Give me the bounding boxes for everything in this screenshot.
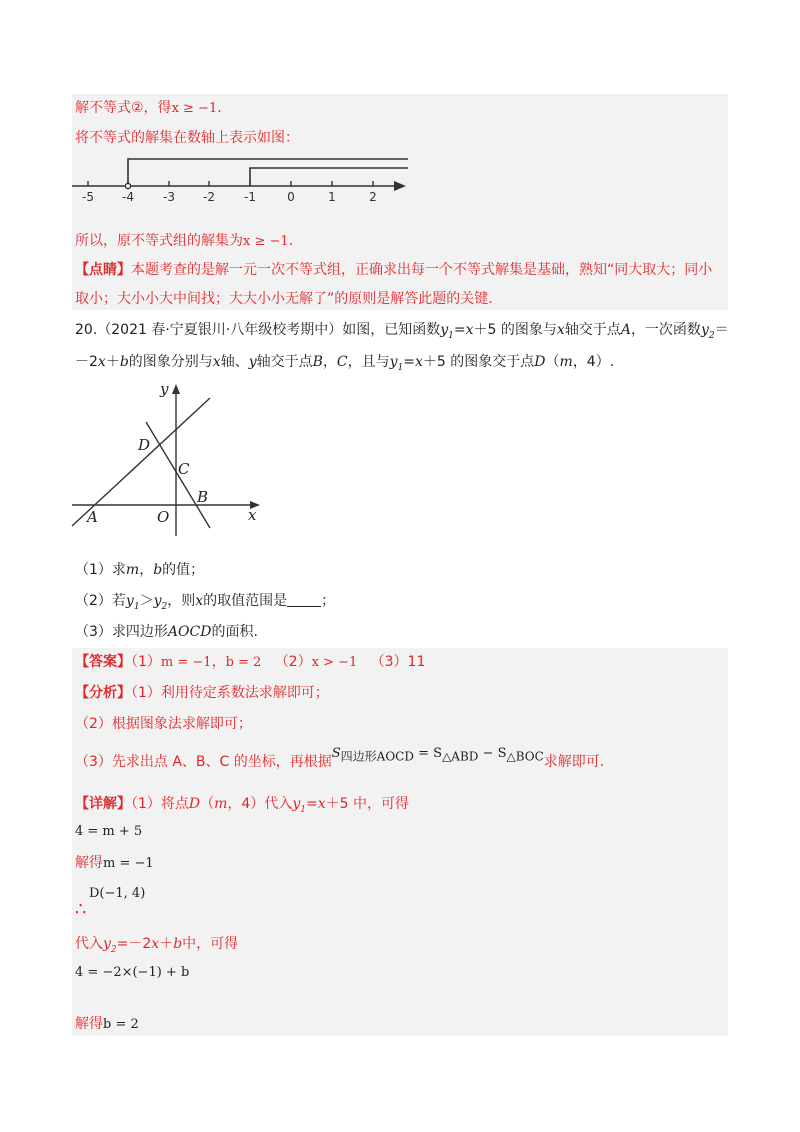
number-line-figure — [72, 152, 412, 204]
sol19-comment-line2: 取小；大小小大中间找；大大小小无解了”的原则是解答此题的关键. — [75, 291, 493, 307]
point-D-line: D(−1, 4) — [89, 886, 146, 901]
label-x: x — [248, 506, 257, 524]
tick-label: 2 — [369, 190, 377, 204]
tick-label: -2 — [203, 190, 215, 204]
analysis-line2: （2）根据图象法求解即可； — [75, 716, 252, 732]
y-axis-arrow — [172, 384, 180, 394]
tick-label: 0 — [287, 190, 295, 204]
label-D: D — [138, 436, 151, 454]
sol19-line3: 所以，原不等式组的解集为x ≥ −1. — [75, 233, 294, 249]
area-formula: $S_{四边形AOCD} = S_{\triangle ABD} - S_{\triangle BOC}$ — [331, 746, 544, 764]
therefore-symbol: ∴ — [75, 899, 87, 920]
label-C: C — [178, 460, 190, 478]
analysis-line1: 【分析】（1）利用待定系数法求解即可； — [75, 685, 329, 701]
label-B: B — [197, 488, 209, 506]
tick-label: -3 — [163, 190, 175, 204]
sol19-line2: 将不等式的解集在数轴上表示如图： — [75, 130, 299, 146]
tick-label: 1 — [328, 190, 336, 204]
solve2-line: 解得b = 2 — [75, 1016, 139, 1032]
question1: （1）求m，b的值； — [75, 562, 205, 578]
tick-label: -1 — [244, 190, 256, 204]
open-point-minus4 — [125, 183, 130, 188]
label-O: O — [157, 508, 170, 526]
detail-line1: 【详解】（1）将点D（m，4）代入$y_1=x+5$ 中，可得 — [75, 796, 410, 815]
coordinate-figure — [68, 378, 268, 538]
tick-label: -5 — [82, 190, 94, 204]
equation1: 4 = m + 5 — [75, 824, 143, 839]
equation2: 4 = −2×(−1) + b — [75, 965, 190, 980]
problem20-line2: －2x＋b的图象分别与x轴、y轴交于点B，C，且与$y_1=x+5$ 的图象交于点D（m，4）. — [75, 354, 615, 373]
sol19-line1: 解不等式②，得x ≥ −1. — [75, 100, 222, 116]
analysis-line3: （3）先求出点 A、B、C 的坐标，再根据$S_{四边形AOCD} = S_{\triangle ABD} - S_{\triangle BOC}$求解即可. — [75, 746, 605, 770]
solve1-line: 解得m = −1 — [75, 855, 154, 871]
label-y: y — [160, 380, 169, 398]
answer-tag: 【答案】 — [75, 654, 131, 670]
substitute2-line: 代入$y_2=-2x+b$中，可得 — [75, 936, 239, 955]
answer-blank — [287, 594, 321, 607]
question2: （2）若$y_1>y_2$，则x的取值范围是 ； — [75, 593, 336, 612]
label-A: A — [87, 508, 98, 526]
problem20-line1: 20.（2021 春·宁夏银川·八年级校考期中）如图，已知函数$y_1=x+5$ 的图象与x轴交于点A，一次函数$y_2=$ — [75, 322, 729, 341]
analysis-tag: 【分析】 — [75, 685, 131, 701]
sol19-comment-line1: 【点睛】本题考查的是解一元一次不等式组，正确求出每一个不等式解集是基础，熟知“同大取大；同小 — [75, 262, 713, 278]
detail-tag: 【详解】 — [75, 796, 131, 812]
answer-line: 【答案】（1）m = −1，b = 2 （2）x > −1 （3）11 — [75, 654, 426, 670]
tick-label: -4 — [122, 190, 134, 204]
comment-tag: 【点睛】 — [75, 262, 131, 278]
question3: （3）求四边形AOCD的面积. — [75, 624, 258, 640]
